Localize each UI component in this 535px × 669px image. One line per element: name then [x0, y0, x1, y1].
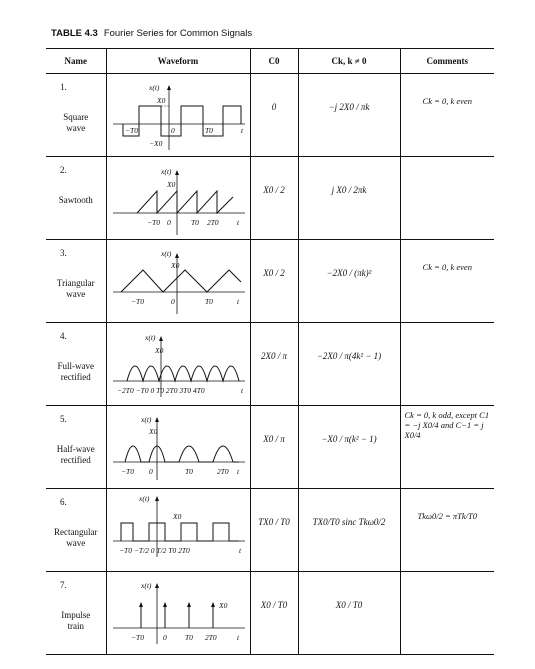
c0-value: TX0 / T0 — [258, 517, 290, 527]
ck-cell — [298, 489, 400, 572]
wf-label-xt: x(t) — [160, 167, 171, 176]
full-wave-plot — [109, 325, 249, 403]
table-row — [46, 240, 494, 323]
ck-cell — [298, 74, 400, 157]
header-c0: C0 — [250, 49, 298, 74]
row-number: 1. — [60, 82, 67, 92]
c0-cell — [250, 489, 298, 572]
wf-label-amp: X0 — [154, 346, 163, 355]
comment-value: Tkω0/2 = πTk/T0 — [417, 511, 477, 521]
signal-name: Impulse — [61, 610, 91, 620]
table-row — [46, 323, 494, 406]
c0-cell — [250, 572, 298, 655]
wf-label-zero: 0 — [170, 126, 175, 135]
row-number: 4. — [60, 331, 67, 341]
row-number: 3. — [60, 248, 67, 258]
signal-name: Square — [63, 112, 89, 122]
table-row — [46, 74, 494, 157]
wf-label-xt: x(t) — [160, 249, 171, 258]
wf-label-ticks: −2T0 −T0 0 T0 2T0 3T0 4T0 — [116, 386, 205, 395]
signal-name-2: wave — [66, 538, 86, 548]
wf-label-negT: −T0 — [130, 633, 144, 642]
triangular-wave-plot — [109, 242, 249, 320]
wf-label-amp: X0 — [166, 180, 175, 189]
wf-label-T2: 2T0 — [216, 467, 229, 476]
square-wave-plot — [109, 76, 249, 154]
signal-name: Triangular — [56, 278, 95, 288]
comment-value: Ck = 0, k odd, except C1 = −j X0/4 and C−1 = j X0/4 — [404, 410, 490, 440]
signal-name-2: rectified — [60, 372, 91, 382]
ck-cell — [298, 323, 400, 406]
wf-label-negT: −T0 — [124, 126, 138, 135]
wf-label-T: T0 — [190, 218, 199, 227]
sawtooth-plot — [109, 159, 249, 237]
name-cell — [46, 240, 106, 323]
ck-value: −2X0 / (πk)² — [326, 268, 372, 278]
wf-label-negT: −T0 — [120, 467, 134, 476]
ck-cell — [298, 240, 400, 323]
header-ck: Ck, k ≠ 0 — [298, 49, 400, 74]
wf-label-T2: 2T0 — [206, 218, 219, 227]
half-wave-plot — [109, 408, 249, 486]
wf-label-amp: X0 — [172, 512, 181, 521]
signal-name: Full-wave — [57, 361, 94, 371]
header-comments: Comments — [400, 49, 494, 74]
impulse-train-plot — [109, 574, 249, 652]
c0-cell — [250, 323, 298, 406]
wf-label-amp: X0 — [218, 601, 227, 610]
c0-value: X0 / 2 — [263, 185, 285, 195]
wf-label-negT: −T0 — [146, 218, 160, 227]
c0-value: X0 / π — [263, 434, 285, 444]
signal-name: Half-wave — [56, 444, 95, 454]
wf-label-xt: x(t) — [140, 581, 151, 590]
row-number: 5. — [60, 414, 67, 424]
name-cell — [46, 489, 106, 572]
name-cell — [46, 406, 106, 489]
table-caption-title: Fourier Series for Common Signals — [103, 28, 253, 39]
table-caption — [51, 28, 252, 39]
ck-value: j X0 / 2πk — [331, 185, 367, 195]
table-row — [46, 406, 494, 489]
wf-label-zero: 0 — [166, 218, 171, 227]
wf-label-t: t — [236, 218, 239, 227]
waveform-cell — [106, 74, 250, 157]
header-name: Name — [46, 49, 106, 74]
row-number: 6. — [60, 497, 67, 507]
table-caption-label: TABLE 4.3 — [51, 28, 98, 39]
wf-label-ticks: −T0 −T/2 0 T/2 T0 2T0 — [118, 546, 190, 555]
fourier-series-table — [46, 48, 494, 655]
name-cell — [46, 323, 106, 406]
table-row — [46, 572, 494, 655]
c0-value: X0 / 2 — [263, 268, 285, 278]
wf-label-zero: 0 — [170, 297, 175, 306]
wf-label-zero: 0 — [148, 467, 153, 476]
waveform-cell — [106, 489, 250, 572]
comment-value: Ck = 0, k even — [422, 262, 472, 272]
ck-value: X0 / T0 — [335, 600, 363, 610]
signal-name-2: train — [67, 621, 84, 631]
wf-label-xt: x(t) — [148, 83, 159, 92]
name-cell — [46, 572, 106, 655]
wf-label-neg: −X0 — [148, 139, 162, 148]
comment-cell — [400, 572, 494, 655]
comment-value: Ck = 0, k even — [422, 96, 472, 106]
wf-label-xt: x(t) — [138, 494, 149, 503]
ck-cell — [298, 572, 400, 655]
name-cell — [46, 157, 106, 240]
c0-value: X0 / T0 — [260, 600, 288, 610]
signal-name-2: wave — [66, 289, 86, 299]
wf-label-xt: x(t) — [140, 415, 151, 424]
c0-cell — [250, 74, 298, 157]
c0-cell — [250, 406, 298, 489]
comment-cell — [400, 323, 494, 406]
comment-cell — [400, 406, 494, 489]
header-waveform: Waveform — [106, 49, 250, 74]
wf-label-negT: −T0 — [130, 297, 144, 306]
table-row — [46, 157, 494, 240]
c0-value: 2X0 / π — [260, 351, 287, 361]
wf-label-t: t — [238, 546, 241, 555]
wf-label-T: T0 — [204, 126, 213, 135]
signal-name-2: wave — [66, 123, 86, 133]
c0-cell — [250, 240, 298, 323]
name-cell — [46, 74, 106, 157]
ck-value: TX0/T0 sinc Tkω0/2 — [312, 517, 386, 527]
wf-label-t: t — [236, 297, 239, 306]
waveform-cell — [106, 406, 250, 489]
wf-label-T: T0 — [184, 633, 193, 642]
comment-cell — [400, 489, 494, 572]
wf-label-amp: X0 — [170, 261, 179, 270]
comment-cell — [400, 74, 494, 157]
waveform-cell — [106, 323, 250, 406]
comment-cell — [400, 157, 494, 240]
c0-value: 0 — [271, 102, 277, 112]
wf-label-t: t — [236, 633, 239, 642]
wf-label-xt: x(t) — [144, 333, 155, 342]
signal-name: Sawtooth — [58, 195, 93, 205]
ck-cell — [298, 406, 400, 489]
comment-cell — [400, 240, 494, 323]
waveform-cell — [106, 572, 250, 655]
wf-label-t: t — [236, 467, 239, 476]
waveform-cell — [106, 240, 250, 323]
ck-value: −j 2X0 / πk — [328, 102, 370, 112]
wf-label-amp: X0 — [156, 96, 165, 105]
signal-name-2: rectified — [60, 455, 91, 465]
signal-name: Rectangular — [54, 527, 98, 537]
wf-label-T: T0 — [204, 297, 213, 306]
wf-label-zero: 0 — [162, 633, 167, 642]
row-number: 2. — [60, 165, 67, 175]
ck-value: −2X0 / π(4k² − 1) — [316, 351, 382, 361]
waveform-cell — [106, 157, 250, 240]
wf-label-T2: 2T0 — [204, 633, 217, 642]
wf-label-amp: X0 — [148, 427, 157, 436]
wf-label-t: t — [240, 126, 243, 135]
rectangular-wave-plot — [109, 491, 249, 569]
ck-cell — [298, 157, 400, 240]
row-number: 7. — [60, 580, 67, 590]
table-row — [46, 489, 494, 572]
wf-label-t: t — [240, 386, 243, 395]
c0-cell — [250, 157, 298, 240]
wf-label-T: T0 — [184, 467, 193, 476]
ck-value: −X0 / π(k² − 1) — [321, 434, 377, 444]
header-row — [46, 49, 494, 74]
